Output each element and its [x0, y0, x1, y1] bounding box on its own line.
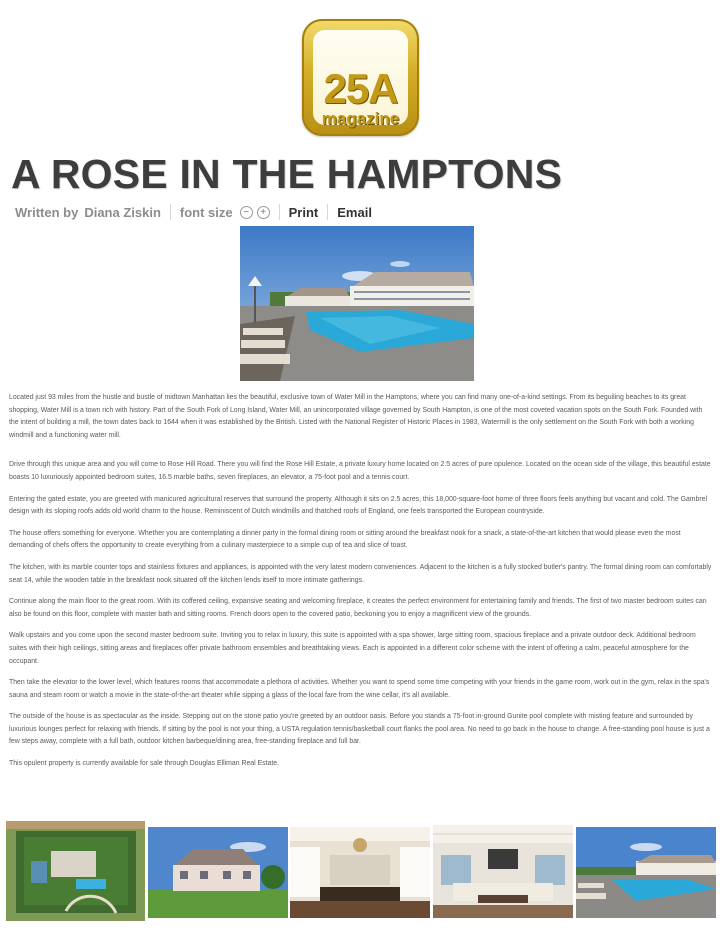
divider	[327, 204, 328, 220]
article-paragraph: This opulent property is currently available for sale through Douglas Elliman Real Estate.	[9, 760, 280, 768]
article-title: A ROSE IN THE HAMPTONS	[11, 151, 563, 197]
logo-word: magazine	[321, 109, 400, 128]
gallery-thumb-great-room[interactable]	[433, 825, 573, 918]
gallery-thumb-kitchen[interactable]	[290, 827, 430, 918]
logo-badge	[313, 30, 408, 128]
font-size-label: font size	[179, 204, 233, 220]
article-paragraph: Walk upstairs and you come upon the second master bedroom suite. Inviting you to relax in luxury, this suite is appointed with a spa shower, large sitting room, spacious fireplace and a private outdoor deck. Additional bedroom suites with their high ceilings, sitting areas and fireplaces offer private bathroom ensembles and breathtaking views. Each is appointed in a different color scheme with the intent of offering a calm, peaceful atmosphere for the occupant.	[9, 632, 696, 665]
article-body	[9, 392, 713, 771]
font-decrease-button[interactable]: −	[240, 206, 253, 219]
written-by-label: Written by	[15, 204, 79, 220]
article-paragraph: Continue along the main floor to the great room. With its coffered ceiling, expansive seating and welcoming fireplace, it creates the perfect environment for entertaining family and friends. The first of two master bedroom suites can also be found on this floor, complete with master bath and sitting rooms. French doors open to the covered patio, beckoning you to enjoy a magnificent view of the grounds.	[9, 598, 707, 618]
article-paragraph: Drive through this unique area and you will come to Rose Hill Road. There you will find the Rose Hill Estate, a private luxury home located on 2.5 acres of pure opulence. Located on the ocean side of the village, this beautiful estate boasts 10 luxuriously appointed bedroom suites, 16.5 marble baths, seven fireplaces, an elevator, a 75-foot pool and a tennis court.	[9, 461, 711, 481]
article-paragraph: Then take the elevator to the lower level, which features rooms that accommodate a plethora of activities. Whether you want to spend some time competing with your friends in the game room, work out in the gym, relax in the spa's sauna and steam room or watch a movie in the state-of-the-art theater while sipping a glass of the local fare from the wine cellar, it's all available.	[9, 679, 710, 699]
article-paragraph: Located just 93 miles from the hustle and bustle of midtown Manhattan lies the beautiful, exclusive town of Water Mill in the Hamptons, where you can find many one-of-a-kind settings. From its beguiling beaches to its great shopping, Water Mill is a town rich with history. Part of the South Fork of Long Island, Water Mill, an unincorporated village governed by South Hampton, is one of the most coveted vacation spots on the South Fork. Founded with the intent of building a mill, the town dates back to 1644 when it was established by the British. Listed with the National Register of Historic Places in 1983, Watermill is the only settlement on the South Fork with both a working windmill and a functioning water mill.	[9, 394, 703, 439]
article-paragraph: The outside of the house is as spectacular as the inside. Stepping out on the stone patio you're greeted by an outdoor oasis. Before you stands a 75-foot in-ground Gunite pool complete with misting feature and surrounded by luxurious lounges perfect for relaxing with friends. If sitting by the pool is not your thing, a USTA regulation tennis/basketball court flanks the pool area. No need to go back in the house to change. A free-standing pool house is just a few steps away, complete with a full bath, outdoor kitchen barbeque/dining area, free-standing fireplace and full bar.	[9, 713, 710, 746]
divider	[279, 204, 280, 220]
divider	[170, 204, 171, 220]
magazine-logo[interactable]	[302, 19, 419, 136]
logo-number: 25A	[323, 65, 398, 112]
author-name[interactable]: Diana Ziskin	[84, 204, 161, 220]
byline-toolbar	[15, 202, 372, 222]
article-paragraph: The house offers something for everyone. Whether you are contemplating a dinner party in the formal dining room or sitting around the breakfast nook for a snack, a state-of-the-art kitchen that would please even the most demanding of chefs offers the opportunity to create everything from a culinary masterpiece to a simple cup of tea and slice of toast.	[9, 529, 681, 550]
article-paragraph: Entering the gated estate, you are greeted with manicured agricultural reserves that surround the property. Although it sits on 2.5 acres, this 18,000-square-foot home of three floors feels anything but vacant and cold. The Gambrel design with its sloping roofs adds old world charm to the house. Reminiscent of Dutch windmills and thatched roofs of England, one feels transported the European countryside.	[9, 495, 708, 516]
hero-photo-pool	[240, 226, 474, 381]
print-link[interactable]: Print	[288, 204, 319, 220]
font-increase-button[interactable]: +	[257, 206, 270, 219]
gallery-thumb-pool[interactable]	[576, 827, 716, 918]
article-paragraph: The kitchen, with its marble counter tops and stainless fixtures and appliances, is appointed with the very latest modern conveniences. Adjacent to the kitchen is a fully stocked butler's pantry. The formal dining room can comfortably seat 14, while the wooden table in the breakfast nook situated off the kitchen lends itself to more intimate gatherings.	[9, 563, 712, 584]
gallery-thumb-exterior[interactable]	[148, 827, 288, 918]
email-link[interactable]: Email	[337, 204, 372, 220]
gallery-thumb-aerial[interactable]	[6, 821, 145, 921]
